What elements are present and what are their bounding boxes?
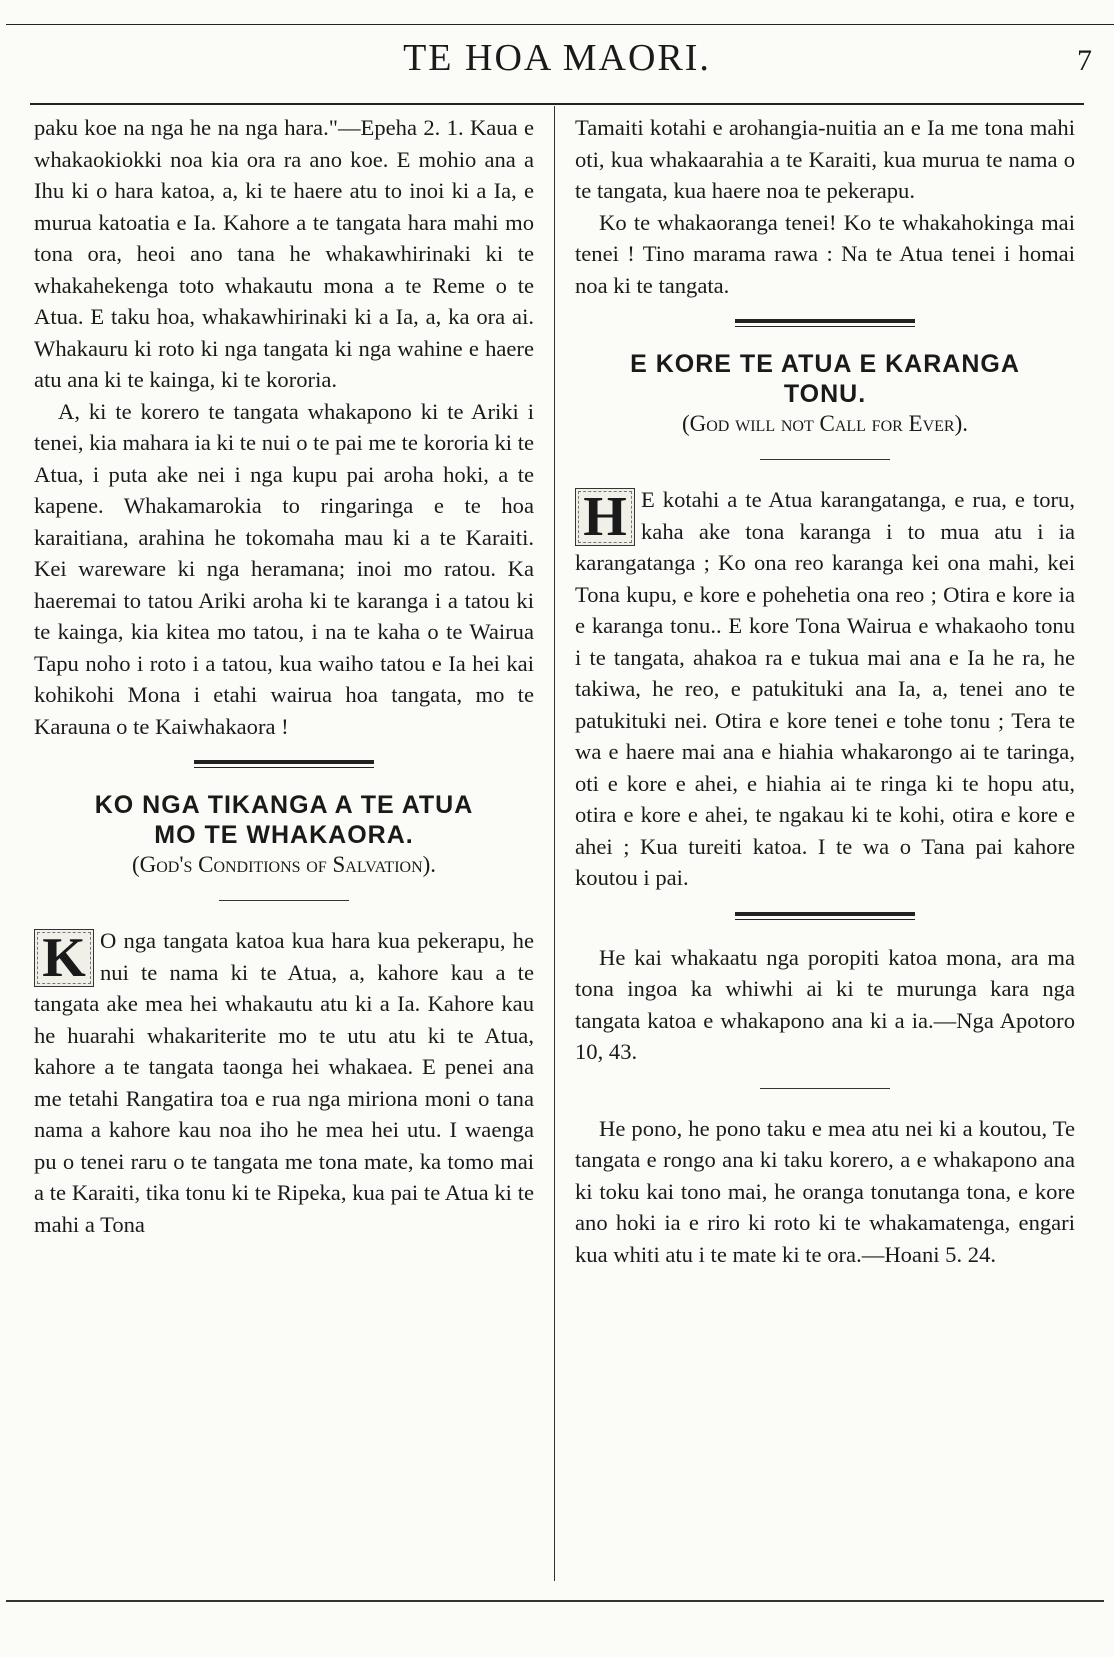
column-divider <box>554 106 555 1581</box>
dropcap-letter: K <box>42 927 86 989</box>
dropcap-letter: H <box>583 486 627 548</box>
section-heading-call-line2: TONU. <box>783 380 867 408</box>
right-column <box>575 112 1075 1270</box>
dropcap-paragraph <box>575 484 1075 894</box>
left-column <box>34 112 534 1240</box>
header-rule <box>30 103 1084 105</box>
section-subheading-conditions <box>34 850 534 880</box>
bottom-rule <box>6 1600 1104 1602</box>
section-double-rule <box>735 319 915 327</box>
left-paragraph-1: paku koe na nga he na nga hara."—Epeha 2. 1. Kaua e whakaokiokki noa kia ora ra ano koe. E mohio ana a Ihu ki o hara katoa, a, ki te haere atu to inoi ki a Ia, e murua katoatia e Ia. Kahore a te tangata hara mahi mo tona ora, heoi ano tana he whakawhirinaki ki te whakahekenga toto whakautu mona a te Reme o te Atua. E taku hoa, whakawhirinaki ki a Ia, a, ka ora ai. Whakauru ki roto ki nga tangata ki nga wahine e haere atu ana ki te kainga, ki te kororia. <box>34 115 534 392</box>
right-paragraph-2: Ko te whakaoranga tenei! Ko te whakahokinga mai tenei ! Tino marama rawa : Na te Atua tenei i homai noa ki te tangata. <box>575 209 1075 298</box>
short-rule <box>760 459 890 460</box>
dropcap-paragraph <box>34 925 534 1240</box>
publication-title: TE HOA MAORI. <box>403 37 711 79</box>
left-paragraph-2: A, ki te korero te tangata whakapono ki te Ariki i tenei, kia mahara ia ki te nui o te pai me te kororia ki te Atua, i puta ake nei i nga kupu pai aroha hoki, a te kapene. Whakamarokia to ringaringa e te hoa karaitiana, arahina he tokomaha mau ki a te Karaiti. Kei wareware ki nga heramana; inoi mo ratou. Ka haeremai to tatou Ariki aroha ki te karanga i a tatou ki te kainga, kia kitea mo tatou, i na te kaha o te Wairua Tapu noho i roto i a tatou, kua waiho tatou e Ia hei kai kohikohi Mona i etahi wairua hoa tangata, mo te Karauna o te Kaiwhakaora ! <box>34 398 535 739</box>
short-rule <box>219 900 349 901</box>
subheading-text: (God will not Call for Ever). <box>681 411 968 436</box>
section-heading-conditions-line1: KO NGA TIKANGA A TE ATUA <box>94 791 474 819</box>
left-paragraph-3: O nga tangata katoa kua hara kua pekerapu, he nui te nama ki te Atua, a, kahore kau a te tangata ake mea hei whakautu atu ki a Ia. Kahore kau he huarahi whakariterite mo te utu atu ki te Atua, kahore a te tangata taonga hei whakaea. E penei ana me tetahi Rangatira toa e rua nga miriona moni o tana nama a kahore kau noa iho he mea hei utu. I waenga pu o tenei raru o te tangata me tona mate, ka tomo mai a te Karaiti, tika tonu ki te Ripeka, kua pai te Atua ki te mahi a Tona <box>34 928 534 1237</box>
section-heading-call-line1: E KORE TE ATUA E KARANGA <box>630 350 1020 378</box>
short-rule <box>760 1088 890 1089</box>
right-paragraph-4-quote: He kai whakaatu nga poropiti katoa mona, ara ma tona ingoa ka whiwhi ai ki te murunga kara nga tangata katoa e whakapono ana ki a ia.—Nga Apotoro 10, 43. <box>575 944 1075 1064</box>
right-paragraph-3: E kotahi a te Atua karangatanga, e rua, e toru, kaha ake tona karanga i to mua atu i ia karangatanga ; Ko ona reo karanga kei ona mahi, kei Tona kupu, e kore e pohehetia ona reo ; Otira e kore ia e karanga tonu.. E kore Tona Wairua e whakaoho tonu i te tangata, ahakoa ra e tukua mai ana e Ia he ra, he takiwa, he reo, e patukituki ana Ia, a, tenei ano te patukituki nei. Otira e kore tenei e tohe tonu ; Tera te wa e haere mai ana e hiahia whakarongo ai te taringa, oti e kore e ahei, e hiahia ai te ringa ki te hopu atu, otira e kore e ahei, te ngakau ki te kohi, otira e kore e ahei ; Kua tureiti katoa. I te wa o Tana pai kahore koutou i pai. <box>575 487 1075 890</box>
subheading-text: (God's Conditions of Salvation). <box>131 852 437 877</box>
page-number: 7 <box>1077 44 1092 77</box>
section-subheading-call <box>575 409 1075 439</box>
page-header <box>0 30 1114 88</box>
right-paragraph-5-quote: He pono, he pono taku e mea atu nei ki a koutou, Te tangata e rongo ana ki taku korero, a e whakapono ana ki toku kai tono mai, he oranga tonutanga tona, e kore ano hoki ia e riro ki roto ki te whakamatenga, engari kua whiti atu i te mate ki te ora.—Hoani 5. 24. <box>575 1115 1075 1267</box>
right-paragraph-1: Tamaiti kotahi e arohangia-nuitia an e Ia me tona mahi oti, kua whakaarahia a te Karaiti, kua murua te nama o te tangata, kua haere noa te pekerapu. <box>575 115 1075 203</box>
section-heading-conditions-line2: MO TE WHAKAORA. <box>154 821 414 849</box>
section-double-rule <box>194 760 374 768</box>
section-double-rule <box>735 912 915 920</box>
ornamental-dropcap-h <box>575 488 635 546</box>
ornamental-dropcap-k <box>34 929 94 987</box>
top-rule <box>6 24 1114 25</box>
